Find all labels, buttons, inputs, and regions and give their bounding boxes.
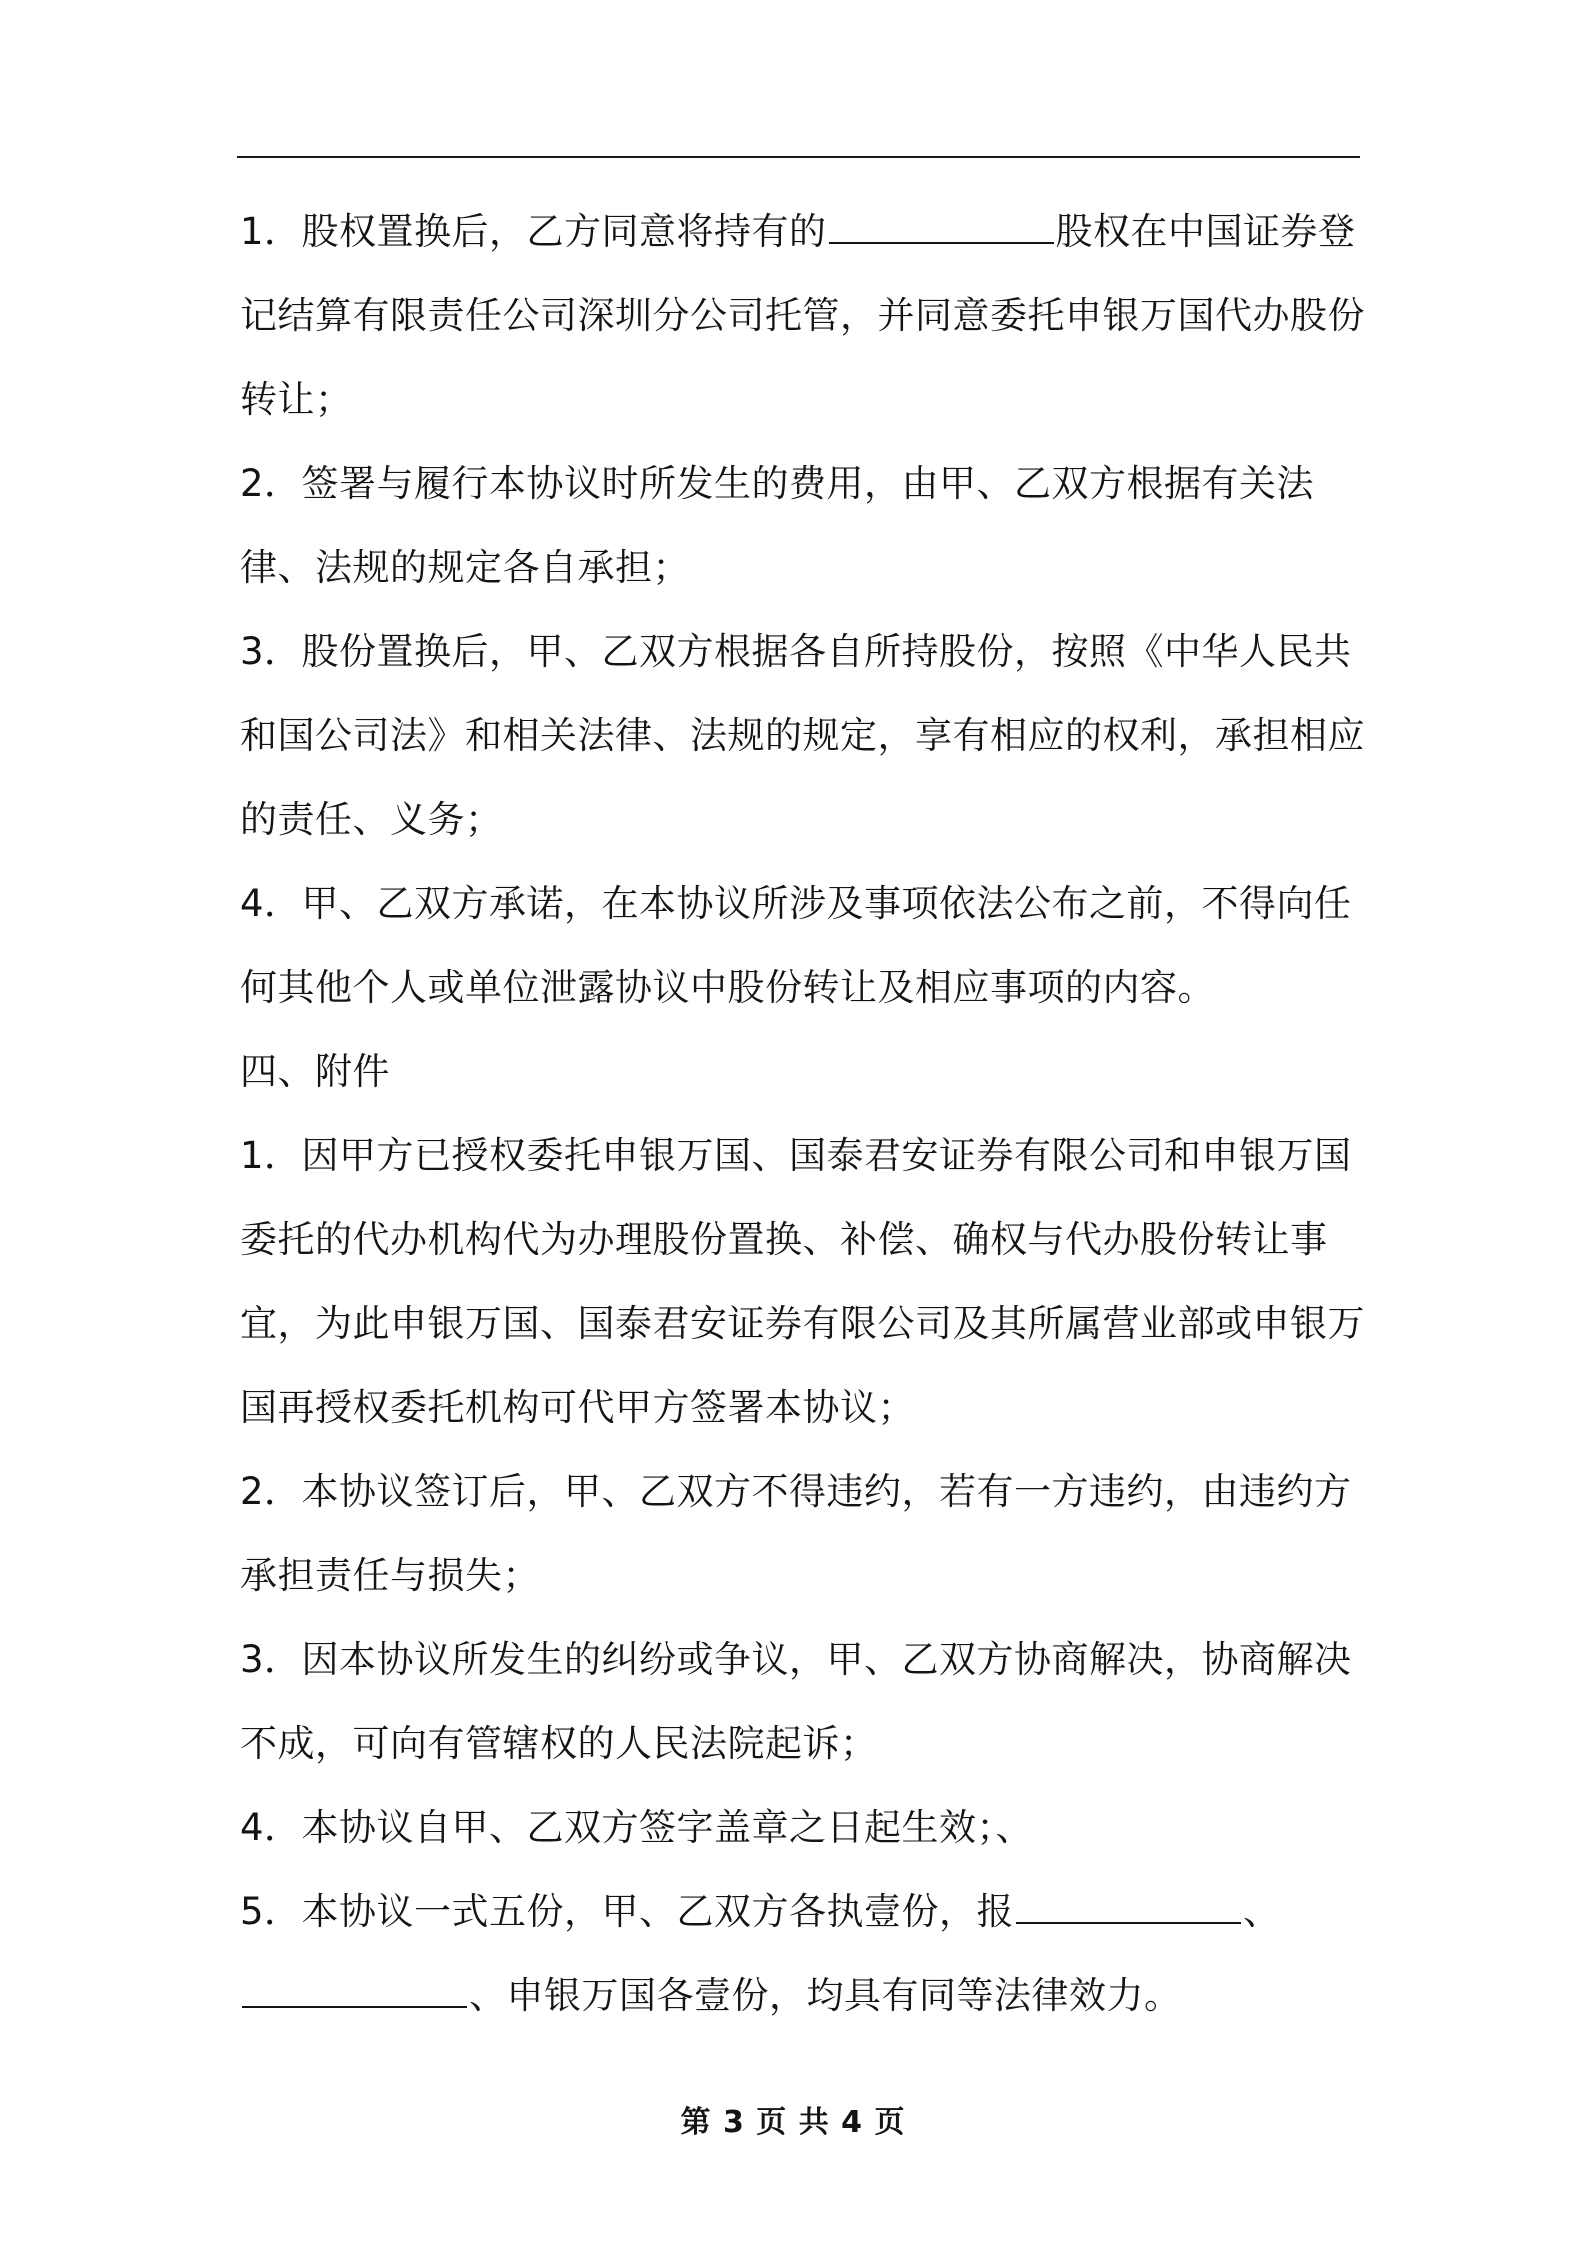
blank-field[interactable]: [242, 1972, 467, 2008]
attachment-4: 4．本协议自甲、乙双方签字盖章之日起生效；、: [240, 1806, 1034, 1849]
blank-field[interactable]: [829, 208, 1054, 244]
attachment-5-text-a: 5．本协议一式五份，甲、乙双方各执壹份，报: [240, 1890, 1015, 1933]
attachment-5-text-b: 、: [1243, 1890, 1281, 1933]
attachment-1: 1．因甲方已授权委托申银万国、国泰君安证券有限公司和申银万国委托的代办机构代为办理股份置换、补偿、确权与代办股份转让事宜，为此申银万国、国泰君安证券有限公司及其所属营业部或申银万国再授权委托机构可代甲方签署本协议；: [240, 1134, 1365, 1429]
attachment-5-text-c: 、申银万国各壹份，均具有同等法律效力。: [469, 1974, 1182, 2017]
attachment-3: 3．因本协议所发生的纠纷或争议，甲、乙双方协商解决，协商解决不成，可向有管辖权的人民法院起诉；: [240, 1638, 1352, 1765]
clause-1: [240, 190, 1370, 442]
section-heading-attachments: 四、附件: [240, 1050, 390, 1093]
attachment-2: 2．本协议签订后，甲、乙双方不得违约，若有一方违约，由违约方承担责任与损失；: [240, 1470, 1352, 1597]
blank-field[interactable]: [1016, 1888, 1241, 1924]
header-rule: [237, 156, 1360, 158]
clause-3: 3．股份置换后，甲、乙双方根据各自所持股份，按照《中华人民共和国公司法》和相关法律、法规的规定，享有相应的权利，承担相应的责任、义务；: [240, 630, 1365, 841]
clause-1-text-a: 1．股权置换后，乙方同意将持有的: [240, 210, 827, 253]
clause-1-text-b: 股权在中国证券登记结算有限责任公司深圳分公司托管，并同意委托申银万国代办股份转让；: [240, 210, 1365, 421]
clause-2: 2．签署与履行本协议时所发生的费用，由甲、乙双方根据有关法律、法规的规定各自承担；: [240, 462, 1315, 589]
attachment-5: [240, 1870, 1370, 2038]
clause-4: 4．甲、乙双方承诺，在本协议所涉及事项依法公布之前，不得向任何其他个人或单位泄露协议中股份转让及相应事项的内容。: [240, 882, 1352, 1009]
document-body: [240, 190, 1370, 2038]
page-number: 第 3 页 共 4 页: [680, 2105, 906, 2140]
